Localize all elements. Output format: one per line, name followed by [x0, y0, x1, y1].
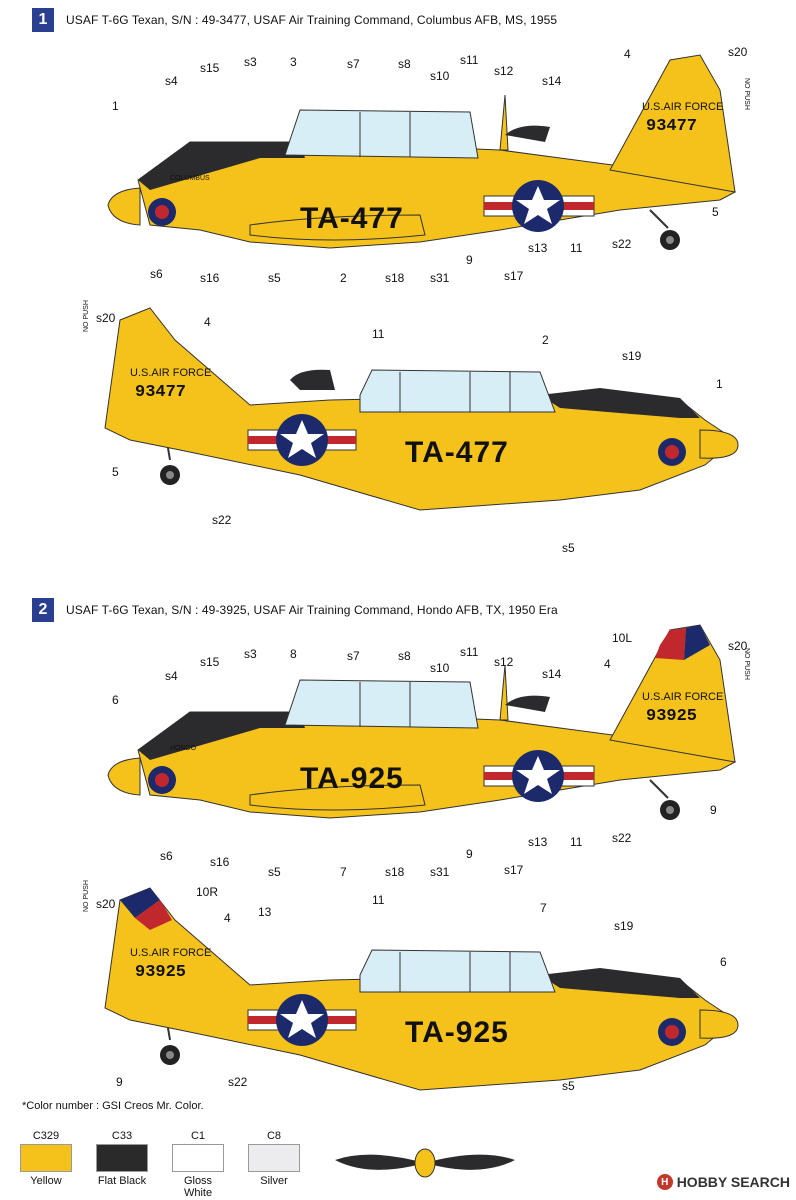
callout-label: 1 — [716, 377, 723, 391]
callout-label: s17 — [504, 269, 524, 283]
callout-label: 9 — [466, 253, 473, 267]
callout-label: 5 — [112, 465, 119, 479]
tail-serial: 93925 — [135, 963, 187, 982]
callout-label: s11 — [460, 645, 479, 659]
callout-label: 13 — [258, 905, 272, 919]
callout-label: s20 — [96, 897, 116, 911]
callout-label: 3 — [290, 55, 297, 69]
callout-label: 9 — [466, 847, 473, 861]
callout-label: 8 — [290, 647, 297, 661]
callout-label: s12 — [494, 64, 514, 78]
callout-label: s8 — [398, 57, 411, 71]
buzz-number: TA-477 — [300, 202, 404, 235]
callout-label: s12 — [494, 655, 514, 669]
swatch-chip — [96, 1144, 148, 1172]
swatch — [172, 1130, 224, 1199]
tail-title: U.S.AIR FORCE — [130, 947, 212, 959]
tail-serial: 93477 — [646, 117, 698, 136]
callout-label: 4 — [624, 47, 631, 61]
callout-label: 10L — [612, 631, 633, 645]
swatch-chip — [20, 1144, 72, 1172]
callout-label: 5 — [712, 205, 719, 219]
swatch-code: C329 — [32, 1130, 60, 1142]
buzz-number: TA-925 — [405, 1016, 509, 1049]
callout-label: 6 — [112, 693, 119, 707]
callout-label: s31 — [430, 865, 450, 879]
scheme-2-left-profile — [0, 620, 796, 890]
callout-label: s22 — [612, 831, 632, 845]
aircraft-left-view — [108, 55, 735, 250]
swatch-chip — [248, 1144, 300, 1172]
callout-label: s5 — [268, 271, 281, 285]
scheme-2-right-profile — [0, 880, 796, 1100]
color-swatches — [20, 1130, 300, 1199]
swatch-name: Yellow — [30, 1175, 62, 1187]
callout-label: 7 — [340, 865, 347, 879]
callout-label: s15 — [200, 61, 220, 75]
swatch — [248, 1130, 300, 1199]
no-push-label: NO PUSH — [743, 648, 750, 680]
callout-label: s6 — [160, 849, 173, 863]
swatch-name: Silver — [260, 1175, 288, 1187]
callout-label: s4 — [165, 669, 178, 683]
tail-serial: 93925 — [646, 707, 698, 726]
callout-label: 6 — [720, 955, 727, 969]
callout-label: s17 — [504, 863, 524, 877]
scheme-caption: USAF T-6G Texan, S/N : 49-3477, USAF Air Training Command, Columbus AFB, MS, 1955 — [66, 13, 558, 27]
aircraft-right-view — [105, 308, 738, 510]
scheme-number-badge: 1 — [32, 8, 54, 32]
no-push-label: NO PUSH — [83, 300, 90, 332]
callout-label: 11 — [372, 327, 385, 341]
callout-label: s18 — [385, 865, 405, 879]
callout-label: 2 — [340, 271, 347, 285]
no-push-label: NO PUSH — [83, 880, 90, 912]
callout-label: 7 — [540, 901, 547, 915]
callout-label: 1 — [112, 99, 119, 113]
callout-label: s11 — [460, 53, 479, 67]
callout-label: s13 — [528, 835, 548, 849]
tail-serial: 93477 — [135, 383, 187, 402]
callout-label: 11 — [570, 241, 583, 255]
callout-label: 4 — [604, 657, 611, 671]
scheme-caption: USAF T-6G Texan, S/N : 49-3925, USAF Air Training Command, Hondo AFB, TX, 1950 Era — [66, 603, 558, 617]
callout-label: s19 — [614, 919, 634, 933]
aircraft-right-view — [105, 888, 738, 1090]
callout-label: s19 — [622, 349, 642, 363]
callout-label: s5 — [268, 865, 281, 879]
callout-label: s31 — [430, 271, 450, 285]
scheme-number-badge: 2 — [32, 598, 54, 622]
swatch-name: Gloss White — [183, 1175, 213, 1199]
swatch-code: C8 — [266, 1130, 282, 1142]
callout-label: 11 — [570, 835, 583, 849]
callout-label: s15 — [200, 655, 220, 669]
callout-label: s14 — [542, 74, 562, 88]
callout-label: s13 — [528, 241, 548, 255]
callout-label: 4 — [204, 315, 211, 329]
hobby-search-logo-icon: H — [657, 1174, 673, 1190]
callout-label: s16 — [200, 271, 220, 285]
tail-title: U.S.AIR FORCE — [642, 101, 724, 113]
callout-label: s16 — [210, 855, 230, 869]
scheme-1-right-profile — [0, 300, 796, 560]
callout-label: 11 — [372, 893, 385, 907]
swatch — [96, 1130, 148, 1199]
callout-label: 9 — [710, 803, 717, 817]
color-note: *Color number : GSI Creos Mr. Color. — [22, 1100, 204, 1112]
watermark — [657, 1174, 790, 1190]
buzz-number: TA-925 — [300, 762, 404, 795]
propeller-icon — [330, 1138, 520, 1188]
swatch-chip — [172, 1144, 224, 1172]
callout-label: s22 — [612, 237, 632, 251]
callout-label: s3 — [244, 647, 257, 661]
callout-label: s10 — [430, 661, 450, 675]
callout-label: s20 — [96, 311, 116, 325]
callout-label: 9 — [116, 1075, 123, 1089]
callout-label: s14 — [542, 667, 562, 681]
watermark-text: HOBBY SEARCH — [676, 1174, 790, 1190]
callout-label: s20 — [728, 45, 748, 59]
callout-label: s10 — [430, 69, 450, 83]
swatch-code: C33 — [111, 1130, 133, 1142]
callout-label: 10R — [196, 885, 219, 899]
cowl-text: COLUMBUS — [170, 175, 210, 182]
callout-label: s7 — [347, 57, 360, 71]
callout-label: s5 — [562, 1079, 575, 1093]
callout-label: s22 — [228, 1075, 248, 1089]
callout-label: s6 — [150, 267, 163, 281]
callout-label: s18 — [385, 271, 405, 285]
scheme-1-left-profile — [0, 30, 796, 300]
buzz-number: TA-477 — [405, 436, 509, 469]
callout-label: 2 — [542, 333, 549, 347]
callout-label: s8 — [398, 649, 411, 663]
callout-label: s5 — [562, 541, 575, 555]
cowl-text: HONDO — [170, 745, 197, 752]
callout-label: 4 — [224, 911, 231, 925]
callout-label: s22 — [212, 513, 232, 527]
callout-label: s4 — [165, 74, 178, 88]
callout-label: s7 — [347, 649, 360, 663]
no-push-label: NO PUSH — [743, 78, 750, 110]
callout-label: s20 — [728, 639, 748, 653]
swatch-name: Flat Black — [97, 1175, 147, 1187]
swatch — [20, 1130, 72, 1199]
callout-label: s3 — [244, 55, 257, 69]
swatch-code: C1 — [190, 1130, 206, 1142]
tail-title: U.S.AIR FORCE — [130, 367, 212, 379]
tail-title: U.S.AIR FORCE — [642, 691, 724, 703]
